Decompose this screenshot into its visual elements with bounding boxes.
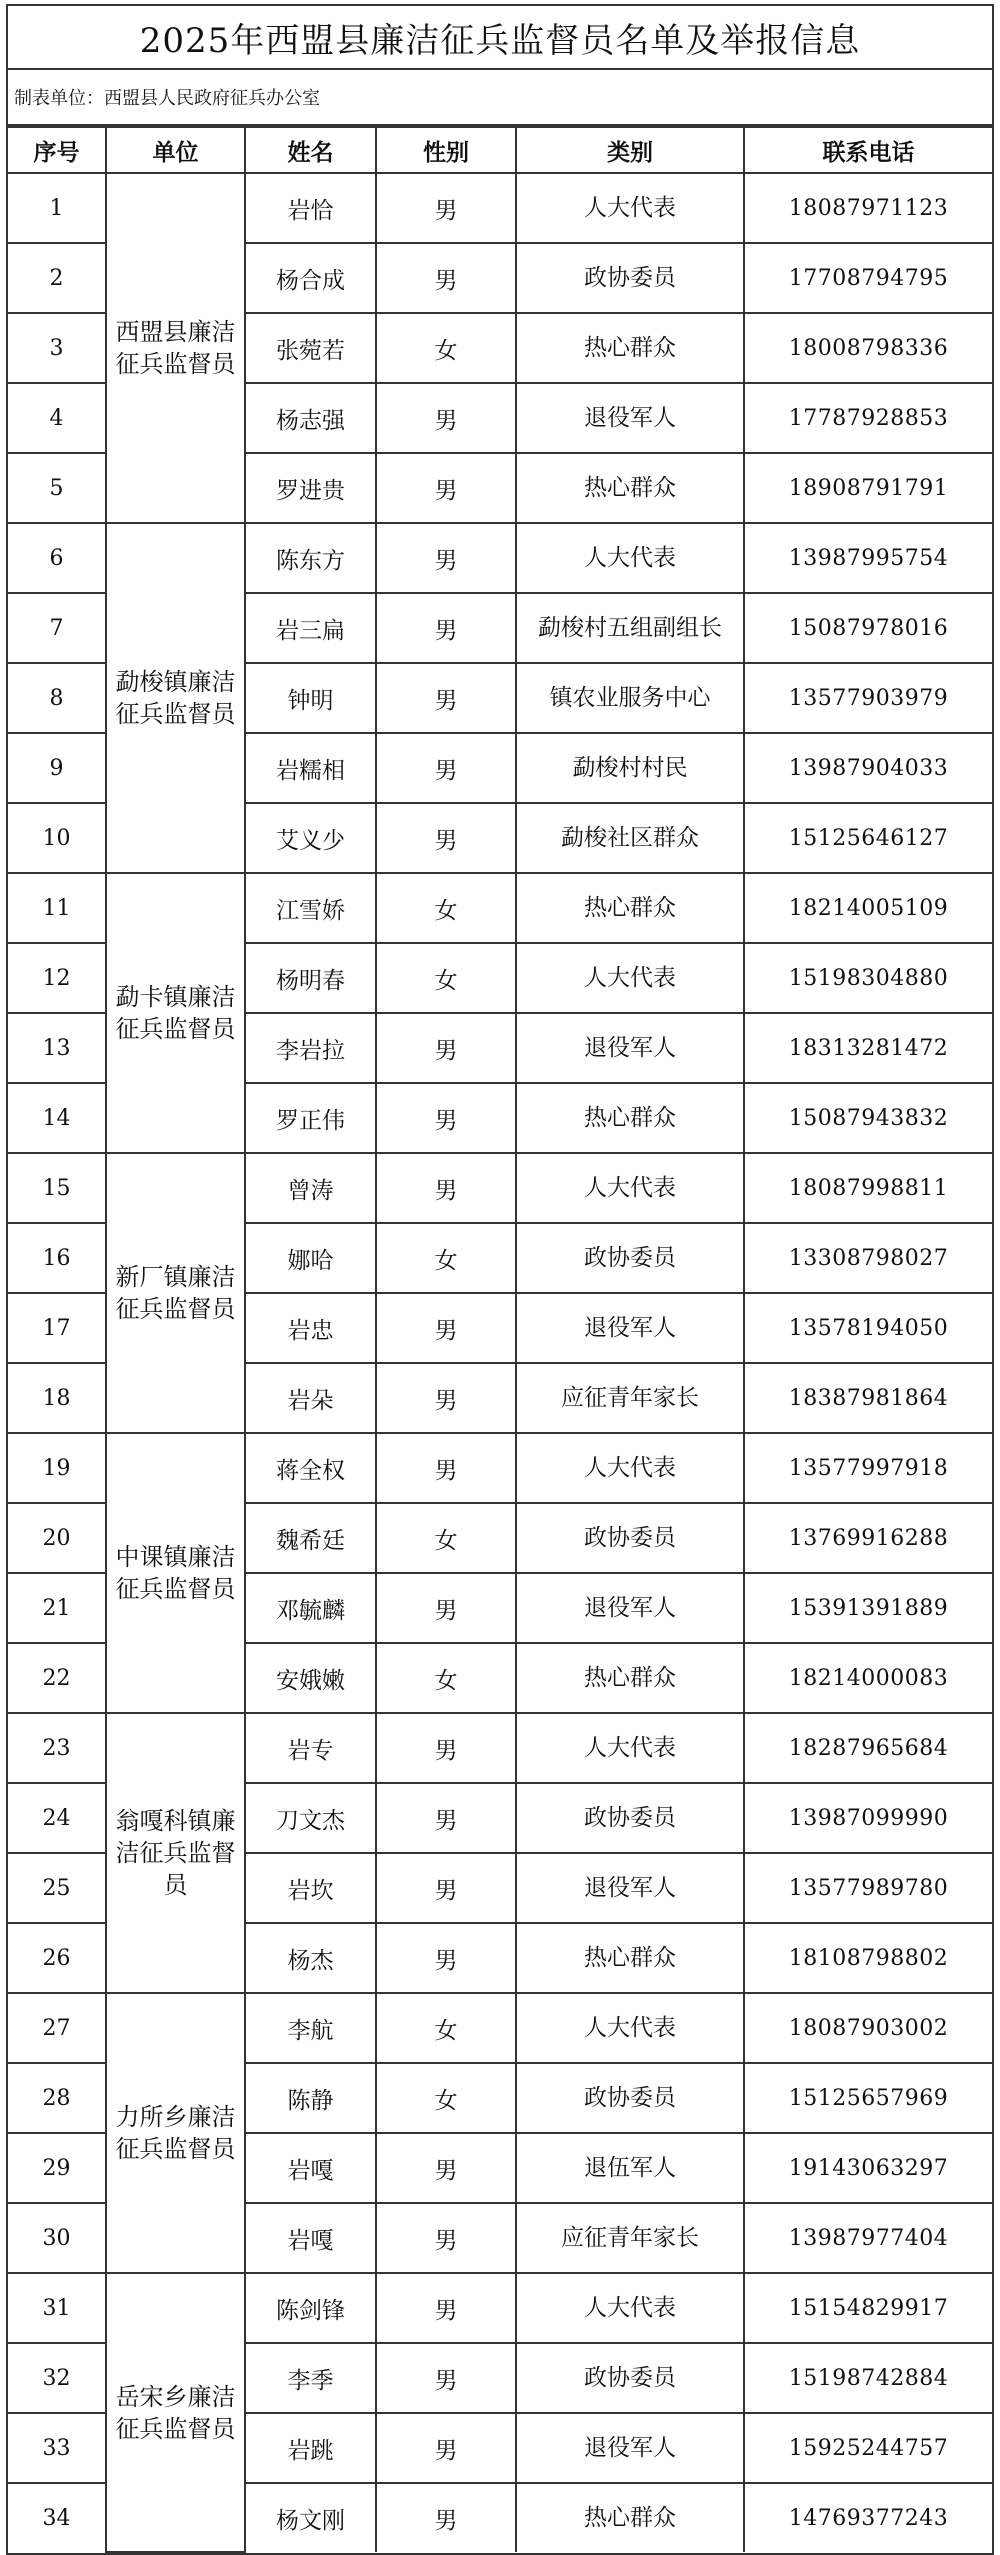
phone-cell: 14769377243 [744,2483,992,2552]
name-cell: 邓毓麟 [245,1573,376,1643]
supervisor-table [8,126,992,2553]
table-row [8,173,992,243]
name-cell: 岩糯相 [245,733,376,803]
row-index: 15 [8,1153,106,1223]
gender-cell: 男 [376,2413,516,2483]
row-index: 18 [8,1363,106,1433]
name-cell: 岩专 [245,1713,376,1783]
category-cell: 人大代表 [516,2273,744,2343]
gender-cell: 男 [376,663,516,733]
unit-cell: 翁嘎科镇廉洁征兵监督员 [106,1713,245,1993]
name-cell: 魏希廷 [245,1503,376,1573]
header-row [8,127,992,173]
phone-cell: 17708794795 [744,243,992,313]
gender-cell: 男 [376,1713,516,1783]
category-cell: 勐梭村村民 [516,733,744,803]
category-cell: 热心群众 [516,1643,744,1713]
category-cell: 热心群众 [516,1923,744,1993]
gender-cell: 男 [376,1923,516,1993]
category-cell: 热心群众 [516,873,744,943]
category-cell: 热心群众 [516,1083,744,1153]
gender-cell: 女 [376,1993,516,2063]
row-index: 27 [8,1993,106,2063]
gender-cell: 男 [376,593,516,663]
row-index: 11 [8,873,106,943]
category-cell: 退役军人 [516,383,744,453]
header-index: 序号 [8,127,106,173]
row-index: 1 [8,173,106,243]
name-cell: 安娥嫩 [245,1643,376,1713]
name-cell: 岩朵 [245,1363,376,1433]
row-index: 7 [8,593,106,663]
issuer-line: 制表单位：西盟县人民政府征兵办公室 [8,70,992,126]
name-cell: 杨杰 [245,1923,376,1993]
header-gender: 性别 [376,127,516,173]
name-cell: 娜哈 [245,1223,376,1293]
row-index: 3 [8,313,106,383]
category-cell: 热心群众 [516,2483,744,2552]
row-index: 31 [8,2273,106,2343]
row-index: 19 [8,1433,106,1503]
category-cell: 人大代表 [516,1433,744,1503]
category-cell: 政协委员 [516,1503,744,1573]
name-cell: 杨文刚 [245,2483,376,2552]
category-cell: 热心群众 [516,313,744,383]
gender-cell: 女 [376,943,516,1013]
phone-cell: 13578194050 [744,1293,992,1363]
category-cell: 人大代表 [516,1713,744,1783]
phone-cell: 13577989780 [744,1853,992,1923]
name-cell: 杨志强 [245,383,376,453]
unit-cell: 岳宋乡廉洁征兵监督员 [106,2273,245,2552]
row-index: 4 [8,383,106,453]
category-cell: 政协委员 [516,2063,744,2133]
name-cell: 张菀若 [245,313,376,383]
name-cell: 艾义少 [245,803,376,873]
name-cell: 李航 [245,1993,376,2063]
name-cell: 李季 [245,2343,376,2413]
header-unit: 单位 [106,127,245,173]
phone-cell: 15198742884 [744,2343,992,2413]
row-index: 25 [8,1853,106,1923]
unit-cell: 西盟县廉洁征兵监督员 [106,173,245,523]
phone-cell: 13577997918 [744,1433,992,1503]
gender-cell: 男 [376,1783,516,1853]
table-row [8,1153,992,1223]
phone-cell: 15925244757 [744,2413,992,2483]
phone-cell: 18214000083 [744,1643,992,1713]
table-row [8,1713,992,1783]
table-body [8,173,992,2552]
row-index: 17 [8,1293,106,1363]
category-cell: 勐梭社区群众 [516,803,744,873]
name-cell: 李岩拉 [245,1013,376,1083]
gender-cell: 男 [376,243,516,313]
gender-cell: 男 [376,1083,516,1153]
row-index: 33 [8,2413,106,2483]
name-cell: 蒋全权 [245,1433,376,1503]
name-cell: 岩忠 [245,1293,376,1363]
phone-cell: 15087978016 [744,593,992,663]
phone-cell: 18087903002 [744,1993,992,2063]
gender-cell: 男 [376,2133,516,2203]
category-cell: 政协委员 [516,2343,744,2413]
category-cell: 人大代表 [516,1993,744,2063]
category-cell: 政协委员 [516,1223,744,1293]
phone-cell: 15154829917 [744,2273,992,2343]
category-cell: 退役军人 [516,1293,744,1363]
name-cell: 钟明 [245,663,376,733]
gender-cell: 女 [376,1503,516,1573]
gender-cell: 男 [376,1573,516,1643]
phone-cell: 13769916288 [744,1503,992,1573]
header-phone: 联系电话 [744,127,992,173]
row-index: 6 [8,523,106,593]
gender-cell: 女 [376,2063,516,2133]
category-cell: 退役军人 [516,1013,744,1083]
gender-cell: 男 [376,1363,516,1433]
gender-cell: 男 [376,453,516,523]
gender-cell: 男 [376,523,516,593]
table-row [8,523,992,593]
table-row [8,1993,992,2063]
phone-cell: 13987904033 [744,733,992,803]
row-index: 5 [8,453,106,523]
row-index: 22 [8,1643,106,1713]
name-cell: 岩恰 [245,173,376,243]
phone-cell: 18313281472 [744,1013,992,1083]
category-cell: 勐梭村五组副组长 [516,593,744,663]
gender-cell: 男 [376,1153,516,1223]
name-cell: 岩嘎 [245,2203,376,2273]
gender-cell: 女 [376,873,516,943]
row-index: 34 [8,2483,106,2552]
phone-cell: 18908791791 [744,453,992,523]
category-cell: 政协委员 [516,1783,744,1853]
phone-cell: 13308798027 [744,1223,992,1293]
row-index: 20 [8,1503,106,1573]
unit-cell: 中课镇廉洁征兵监督员 [106,1433,245,1713]
category-cell: 退役军人 [516,1853,744,1923]
phone-cell: 19143063297 [744,2133,992,2203]
row-index: 2 [8,243,106,313]
gender-cell: 男 [376,2203,516,2273]
phone-cell: 13577903979 [744,663,992,733]
row-index: 13 [8,1013,106,1083]
phone-cell: 18214005109 [744,873,992,943]
name-cell: 岩跳 [245,2413,376,2483]
phone-cell: 17787928853 [744,383,992,453]
phone-cell: 18008798336 [744,313,992,383]
unit-cell: 勐梭镇廉洁征兵监督员 [106,523,245,873]
name-cell: 杨明春 [245,943,376,1013]
gender-cell: 女 [376,313,516,383]
phone-cell: 15198304880 [744,943,992,1013]
row-index: 30 [8,2203,106,2273]
name-cell: 岩嘎 [245,2133,376,2203]
phone-cell: 15125657969 [744,2063,992,2133]
header-name: 姓名 [245,127,376,173]
supervisor-sheet [6,4,994,2555]
phone-cell: 18087998811 [744,1153,992,1223]
name-cell: 杨合成 [245,243,376,313]
phone-cell: 18087971123 [744,173,992,243]
phone-cell: 13987977404 [744,2203,992,2273]
phone-cell: 18387981864 [744,1363,992,1433]
phone-cell: 13987099990 [744,1783,992,1853]
gender-cell: 男 [376,173,516,243]
gender-cell: 女 [376,1223,516,1293]
name-cell: 陈剑锋 [245,2273,376,2343]
gender-cell: 男 [376,1433,516,1503]
name-cell: 岩三扁 [245,593,376,663]
row-index: 9 [8,733,106,803]
phone-cell: 15391391889 [744,1573,992,1643]
gender-cell: 男 [376,2273,516,2343]
name-cell: 罗正伟 [245,1083,376,1153]
page-title: 2025年西盟县廉洁征兵监督员名单及举报信息 [8,6,992,70]
gender-cell: 男 [376,1013,516,1083]
row-index: 24 [8,1783,106,1853]
category-cell: 人大代表 [516,943,744,1013]
row-index: 8 [8,663,106,733]
table-row [8,2273,992,2343]
gender-cell: 女 [376,1643,516,1713]
name-cell: 江雪娇 [245,873,376,943]
name-cell: 陈静 [245,2063,376,2133]
category-cell: 人大代表 [516,523,744,593]
gender-cell: 男 [376,2483,516,2552]
name-cell: 罗进贵 [245,453,376,523]
phone-cell: 18108798802 [744,1923,992,1993]
gender-cell: 男 [376,1293,516,1363]
unit-cell: 力所乡廉洁征兵监督员 [106,1993,245,2273]
name-cell: 刀文杰 [245,1783,376,1853]
row-index: 21 [8,1573,106,1643]
row-index: 14 [8,1083,106,1153]
gender-cell: 男 [376,383,516,453]
table-row [8,1433,992,1503]
unit-cell: 新厂镇廉洁征兵监督员 [106,1153,245,1433]
unit-cell: 勐卡镇廉洁征兵监督员 [106,873,245,1153]
phone-cell: 13987995754 [744,523,992,593]
category-cell: 退役军人 [516,1573,744,1643]
category-cell: 镇农业服务中心 [516,663,744,733]
category-cell: 退伍军人 [516,2133,744,2203]
row-index: 12 [8,943,106,1013]
category-cell: 热心群众 [516,453,744,523]
gender-cell: 男 [376,803,516,873]
row-index: 29 [8,2133,106,2203]
row-index: 26 [8,1923,106,1993]
gender-cell: 男 [376,1853,516,1923]
name-cell: 岩坎 [245,1853,376,1923]
row-index: 23 [8,1713,106,1783]
category-cell: 应征青年家长 [516,2203,744,2273]
row-index: 32 [8,2343,106,2413]
phone-cell: 18287965684 [744,1713,992,1783]
phone-cell: 15087943832 [744,1083,992,1153]
category-cell: 政协委员 [516,243,744,313]
gender-cell: 男 [376,733,516,803]
row-index: 16 [8,1223,106,1293]
row-index: 28 [8,2063,106,2133]
category-cell: 退役军人 [516,2413,744,2483]
category-cell: 人大代表 [516,1153,744,1223]
category-cell: 人大代表 [516,173,744,243]
name-cell: 曾涛 [245,1153,376,1223]
header-category: 类别 [516,127,744,173]
row-index: 10 [8,803,106,873]
name-cell: 陈东方 [245,523,376,593]
table-row [8,873,992,943]
gender-cell: 男 [376,2343,516,2413]
category-cell: 应征青年家长 [516,1363,744,1433]
phone-cell: 15125646127 [744,803,992,873]
